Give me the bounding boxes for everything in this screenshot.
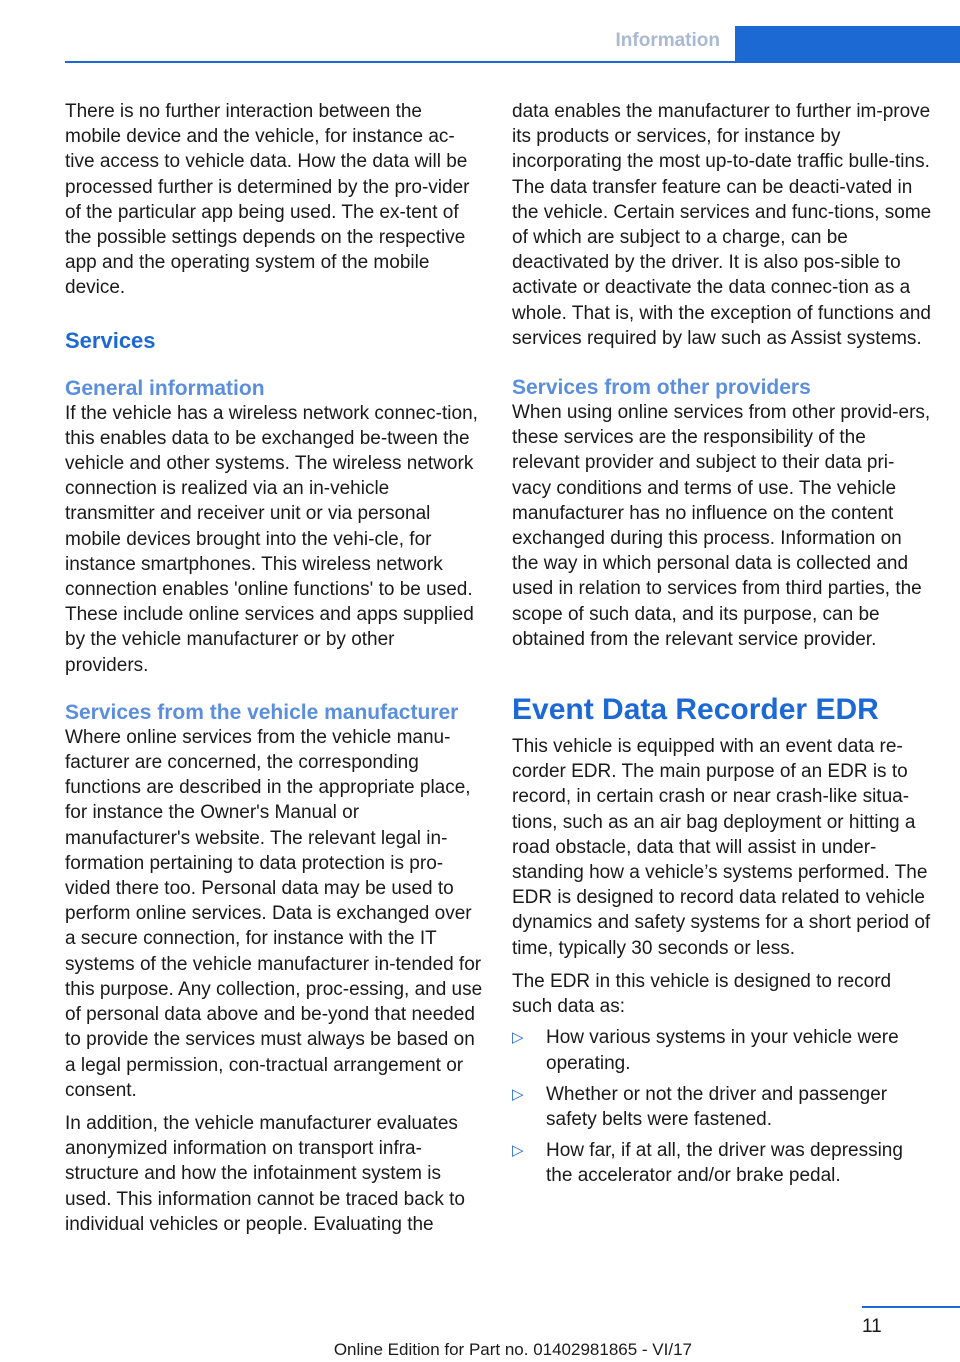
heading-event-data-recorder: Event Data Recorder EDR xyxy=(512,693,879,727)
footer-rule xyxy=(862,1306,960,1308)
general-information-paragraph: If the vehicle has a wireless network connec-tion, this enables data to be exchanged be-tween the vehicle and other systems. The wireless network connection is realized via an in-vehicle transmitter and receiver unit or via personal mobile devices brought into the vehi-cle, for instance smartphones. This wireless network connection enables 'online functions' to be used. These include online services and apps supplied by the vehicle manufacturer or by other providers. xyxy=(65,402,478,676)
evaluation-paragraph: In addition, the vehicle manufacturer evaluates anonymized information on transport infra-structure and how the infotainment system is used. This information cannot be traced back to individual vehicles or people. Evaluating the xyxy=(65,1112,465,1235)
list-item-text: Whether or not the driver and passenger safety belts were fastened. xyxy=(546,1083,888,1130)
footer-edition-text: Online Edition for Part no. 01402981865 - VI/17 xyxy=(333,1340,692,1359)
list-item xyxy=(512,1082,932,1132)
intro-paragraph: There is no further interaction between the mobile device and the vehicle, for instance ac-tive access to vehicle data. How the data will be processed further is determined by the pro-vider of the particular app being used. The ex-tent of the possible settings depends on the respective app and the operating system of the mobile device. xyxy=(65,101,470,299)
list-item xyxy=(512,1138,932,1188)
triangle-bullet-icon: ▷ xyxy=(512,1085,524,1103)
section-title: Information xyxy=(615,30,720,51)
triangle-bullet-icon: ▷ xyxy=(512,1029,524,1047)
other-providers-paragraph: When using online services from other provid-ers, these services are the responsibility of the relevant provider and subject to their data pri-vacy conditions and terms of use. The vehicle manufacturer has no influence on the content exchanged during this process. Information on the way in which personal data is collected and used in relation to services from third parties, the scope of such data, and its purpose, can be obtained from the relevant service provider. xyxy=(512,402,931,650)
page-number: 11 xyxy=(862,1316,882,1337)
header-color-block xyxy=(735,26,960,63)
data-transfer-paragraph: data enables the manufacturer to further im-prove its products or services, for instance by incorporating the most up-to-date traffic bulle-tins. The data transfer feature can be deacti-vated in the vehicle. Certain services and func-tions, some of which are subject to a charge, can be deactivated by the driver. It is also pos-sible to activate or deactivate the data connec-tion as a whole. That is, with the exception of functions and services required by law such as Assist systems. xyxy=(512,101,932,349)
heading-general-information: General information xyxy=(65,376,265,400)
edr-paragraph: This vehicle is equipped with an event data re-corder EDR. The main purpose of an EDR is to record, in certain crash or near crash-like situa-tions, such as an air bag deployment or hitting a road obstacle, data that will assist in under-standing how a vehicle’s systems performed. The EDR is designed to record data related to vehicle dynamics and safety systems for a short period of time, typically 30 seconds or less. xyxy=(512,736,931,959)
left-column xyxy=(65,99,483,1237)
list-item xyxy=(512,1025,932,1075)
right-column xyxy=(512,99,932,1195)
triangle-bullet-icon: ▷ xyxy=(512,1142,524,1160)
edr-data-list xyxy=(512,1025,932,1188)
list-item-text: How various systems in your vehicle were operating. xyxy=(546,1027,899,1074)
vehicle-manufacturer-paragraph: Where online services from the vehicle manu-facturer are concerned, the corresponding functions are described in the appropriate place, for instance the Owner's Manual or manufacturer's website. The relevant legal in-formation pertaining to data protection is pro-vided there too. Personal data may be used to perform online services. Data is exchanged over a secure connection, for instance with the IT systems of the vehicle manufacturer in-tended for this purpose. Any collection, proc-essing, and use of personal data above and be-yond that needed to provide the services must always be based on a legal permission, con-tractual arrangement or consent. xyxy=(65,726,483,1101)
heading-services-other-providers: Services from other providers xyxy=(512,376,811,400)
heading-services-vehicle-manufacturer: Services from the vehicle manufacturer xyxy=(65,700,459,724)
heading-services: Services xyxy=(65,327,156,353)
list-item-text: How far, if at all, the driver was depressing the accelerator and/or brake pedal. xyxy=(546,1140,903,1187)
header-rule xyxy=(65,61,735,63)
edr-record-paragraph: The EDR in this vehicle is designed to record such data as: xyxy=(512,970,892,1018)
